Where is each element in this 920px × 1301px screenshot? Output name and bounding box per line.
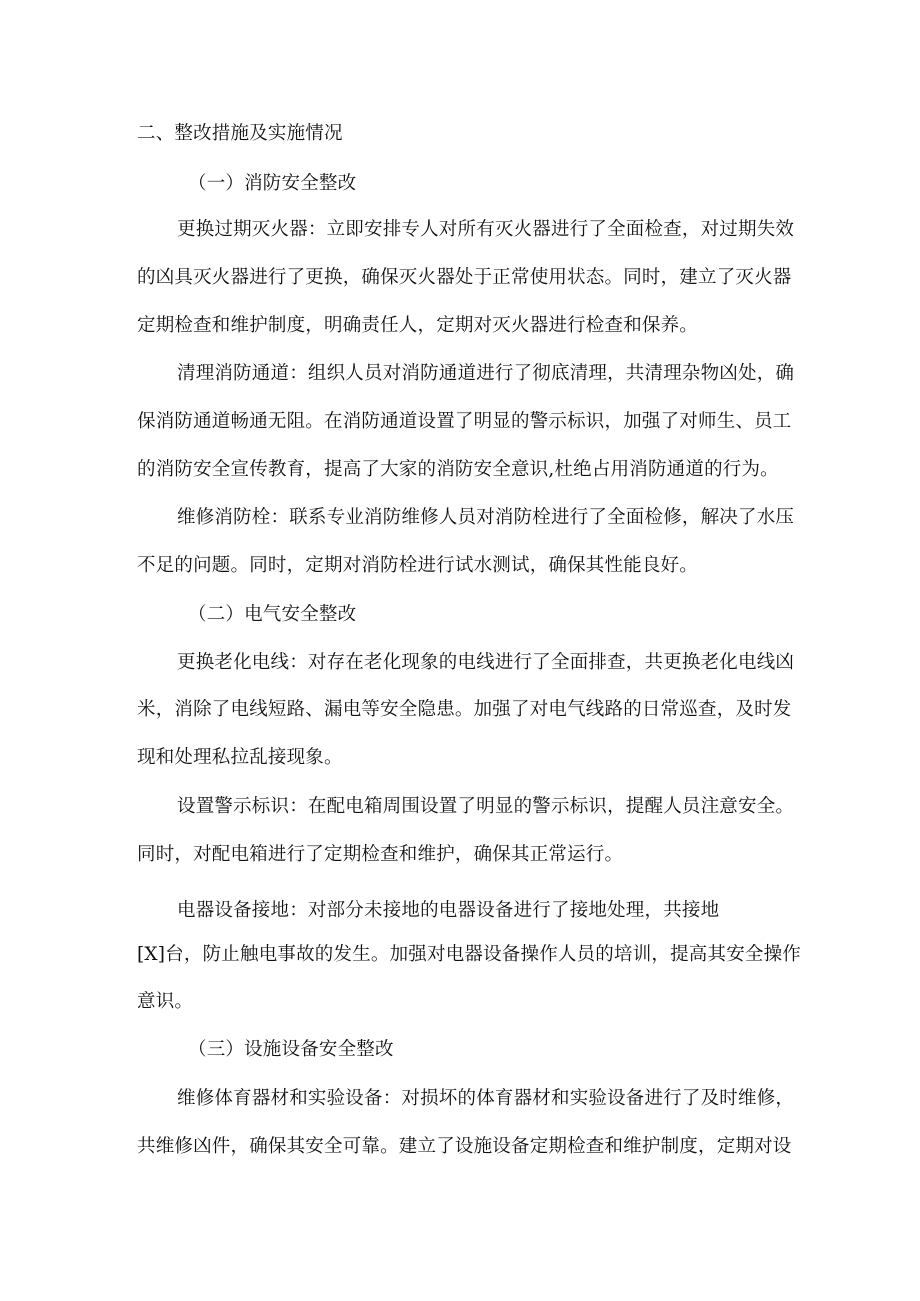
subsection-title-facility-safety: （三）设施设备安全整改 bbox=[188, 1039, 394, 1060]
paragraph-line: 定期检查和维护制度，明确责任人，定期对灭火器进行检查和保养。 bbox=[137, 315, 699, 336]
paragraph-line: 设置警示标识：在配电箱周围设置了明显的警示标识，提醒人员注意安全。 bbox=[177, 796, 795, 817]
paragraph-line: 清理消防通道：组织人员对消防通道进行了彻底清理，共清理杂物凶处，确 bbox=[177, 363, 795, 384]
subsection-title-electrical-safety: （二）电气安全整改 bbox=[188, 604, 357, 625]
paragraph-line: 保消防通道畅通无阻。在消防通道设置了明显的警示标识，加强了对师生、员工 bbox=[137, 411, 792, 432]
paragraph-line: 米，消除了电线短路、漏电等安全隐患。加强了对电气线路的日常巡查，及时发 bbox=[137, 699, 792, 720]
paragraph-line: 更换老化电线：对存在老化现象的电线进行了全面排查，共更换老化电线凶 bbox=[177, 652, 795, 673]
paragraph-line: [X]台，防止触电事故的发生。加强对电器设备操作人员的培训，提高其安全操作 bbox=[137, 944, 802, 965]
paragraph-line: 维修体育器材和实验设备：对损坏的体育器材和实验设备进行了及时维修， bbox=[177, 1088, 795, 1109]
section-heading: 二、整改措施及实施情况 bbox=[137, 123, 343, 144]
paragraph-line: 维修消防栓：联系专业消防维修人员对消防栓进行了全面检修，解决了水压 bbox=[177, 507, 795, 528]
paragraph-line: 更换过期灭火器：立即安排专人对所有灭火器进行了全面检查，对过期失效 bbox=[177, 219, 795, 240]
paragraph-line: 意识。 bbox=[137, 991, 194, 1012]
paragraph-line: 同时，对配电箱进行了定期检查和维护，确保其正常运行。 bbox=[137, 844, 624, 865]
paragraph-line: 现和处理私拉乱接现象。 bbox=[137, 747, 343, 768]
paragraph-line: 的消防安全宣传教育，提高了大家的消防安全意识,杜绝占用消防通道的行为。 bbox=[137, 459, 779, 480]
paragraph-line: 的凶具灭火器进行了更换，确保灭火器处于正常使用状态。同时，建立了灭火器 bbox=[137, 267, 792, 288]
subsection-title-fire-safety: （一）消防安全整改 bbox=[188, 173, 357, 194]
paragraph-line: 共维修凶件，确保其安全可靠。建立了设施设备定期检查和维护制度，定期对设 bbox=[137, 1136, 792, 1157]
paragraph-line: 不足的问题。同时，定期对消防栓进行试水测试，确保其性能良好。 bbox=[137, 555, 699, 576]
paragraph-line: 电器设备接地：对部分未接地的电器设备进行了接地处理，共接地 bbox=[177, 900, 720, 921]
